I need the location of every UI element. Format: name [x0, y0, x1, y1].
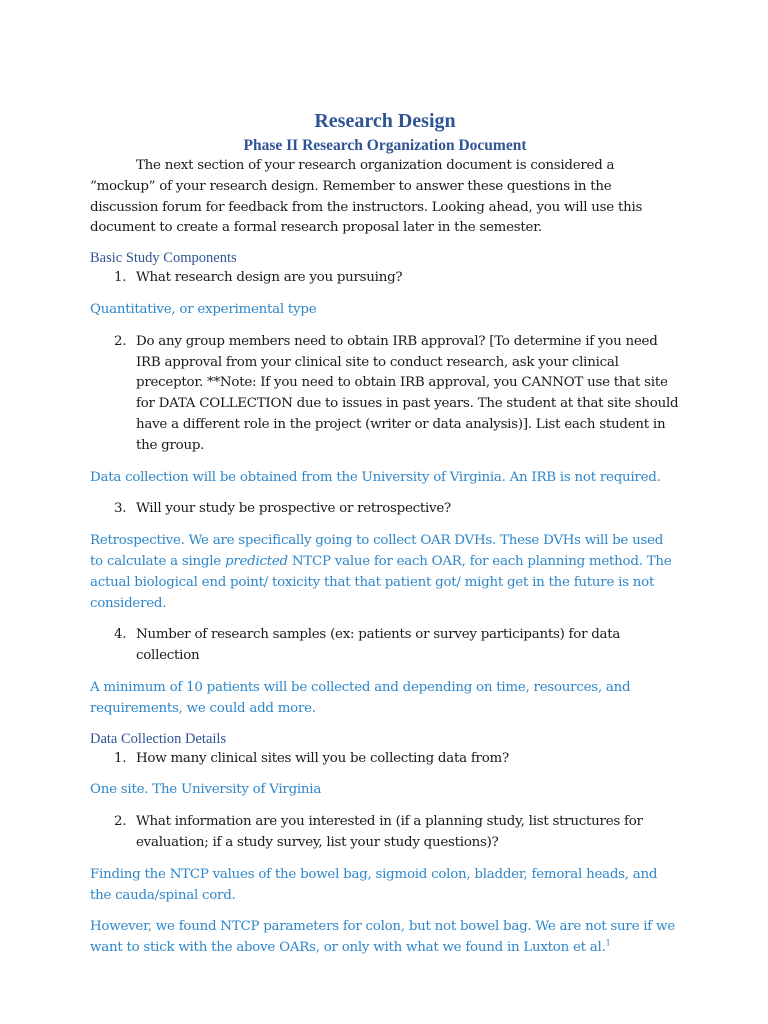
- question-item: [90, 812, 680, 854]
- answer-text: However, we found NTCP parameters for colon, but not bowel bag. We are not sure if we want to stick with the above OARs, or only with what we found in Luxton et al.$^1$: [90, 919, 675, 956]
- question-number: 2.: [114, 333, 127, 349]
- question-item: [90, 625, 680, 667]
- question-number: 3.: [114, 501, 127, 517]
- question-text: Number of research samples (ex: patients or survey participants) for data collection: [136, 627, 621, 664]
- question-number: 1.: [114, 750, 127, 766]
- question-text: How many clinical sites will you be collecting data from?: [136, 750, 509, 766]
- question-text: Will your study be prospective or retrospective?: [136, 501, 451, 517]
- page-subtitle: Phase II Research Organization Document: [243, 137, 527, 154]
- question-text: What research design are you pursuing?: [136, 270, 403, 286]
- answer-text: Retrospective. We are specifically going to collect OAR DVHs. These DVHs will be used to calculate a single predicted NTCP value for each OAR, for each planning method. The actual biological end point/ toxicity that that patient got/ might get in the future is not considered.: [90, 533, 672, 611]
- question-number: 2.: [114, 814, 127, 830]
- section-heading-details: Data Collection Details: [90, 730, 227, 747]
- question-number: 1.: [114, 270, 127, 286]
- question-item: [90, 749, 680, 770]
- question-text: Do any group members need to obtain IRB approval? [To determine if you need IRB approval from your clinical site to conduct research, ask your clinical preceptor. **Note: If you need to obtain IRB approval, you CANNOT use that site for DATA COLLECTION due to issues in past years. The student at that site should have a different role in the project (writer or data analysis)]. List each student in the group.: [136, 333, 679, 453]
- document-content: [90, 108, 680, 959]
- answer-text: One site. The University of Virginia: [90, 782, 322, 798]
- question-text: What information are you interested in (if a planning study, list structures for evaluation; if a study survey, list your study questions)?: [136, 814, 643, 850]
- question-number: 4.: [114, 627, 127, 643]
- answer-text: Data collection will be obtained from the University of Virginia. An IRB is not required.: [90, 469, 661, 485]
- intro-paragraph: The next section of your research organization document is considered a “mockup” of your research design. Remember to answer these questions in the discussion forum for feedback from the instructors. Looking ahead, you will use this document to create a formal research proposal later in the semester.: [90, 158, 643, 236]
- answer-text: A minimum of 10 patients will be collected and depending on time, resources, and requirements, we could add more.: [90, 679, 631, 716]
- answer-text: Quantitative, or experimental type: [90, 301, 317, 317]
- emphasis-text: predicted: [224, 553, 288, 569]
- section-heading-basic: Basic Study Components: [90, 250, 237, 267]
- footnote-marker[interactable]: 1: [605, 938, 611, 948]
- answer-text: Finding the NTCP values of the bowel bag, sigmoid colon, bladder, femoral heads, and the cauda/spinal cord.: [90, 866, 658, 903]
- page-title: Research Design: [314, 110, 456, 132]
- question-item: [90, 268, 680, 289]
- question-item: [90, 332, 680, 457]
- question-item: [90, 499, 680, 520]
